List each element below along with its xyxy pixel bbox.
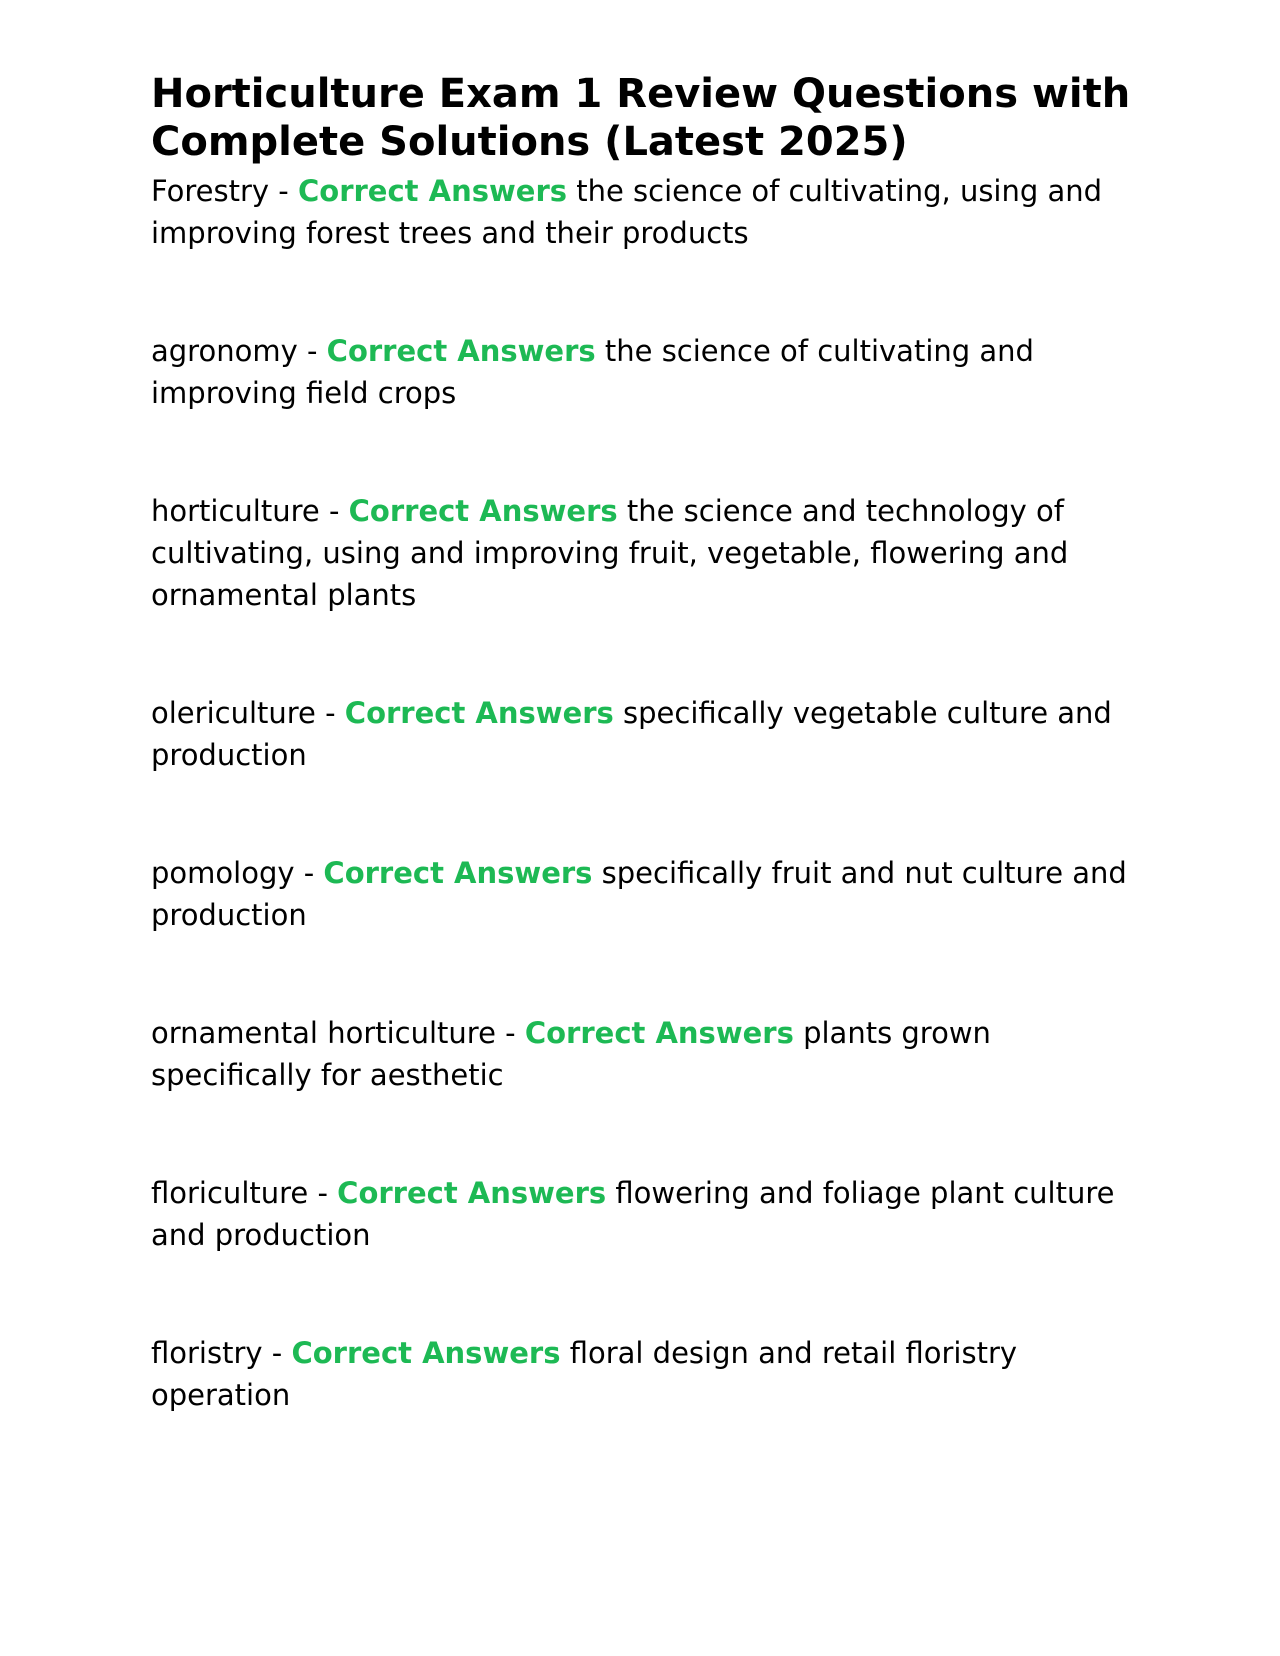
term: ornamental horticulture [151,1016,496,1050]
definition: specifically vegetable culture and production [151,696,1112,772]
qa-entry-horticulture [151,490,1141,616]
term: horticulture [151,494,320,528]
answer-label: Correct Answers [298,174,568,208]
term: pomology [151,856,295,890]
separator: - [315,696,345,730]
term: olericulture [151,696,316,730]
answer-label: Correct Answers [348,494,618,528]
answer-label: Correct Answers [344,696,614,730]
answer-label: Correct Answers [326,334,596,368]
definition: floral design and retail floristry operation [151,1336,1018,1412]
separator: - [319,494,349,528]
separator: - [495,1016,525,1050]
qa-entry-pomology [151,852,1141,936]
definition: the science and technology of cultivating, using and improving fruit, vegetable, flowering and ornamental plants [151,494,1069,612]
qa-entry-floristry [151,1332,1141,1416]
separator: - [308,1176,338,1210]
qa-entry-forestry [151,170,1141,254]
document-page [151,70,1141,1416]
term: floristry [151,1336,263,1370]
definition: flowering and foliage plant culture and production [151,1176,1115,1252]
answer-label: Correct Answers [323,856,593,890]
definition: plants grown specifically for aesthetic [151,1016,991,1092]
term: Forestry [151,174,270,208]
qa-entry-floriculture [151,1172,1141,1256]
definition: the science of cultivating and improving field crops [151,334,1034,410]
answer-label: Correct Answers [291,1336,561,1370]
qa-entry-agronomy [151,330,1141,414]
term: agronomy [151,334,298,368]
separator: - [294,856,324,890]
separator: - [297,334,327,368]
separator: - [262,1336,292,1370]
qa-entry-olericulture [151,692,1141,776]
answer-label: Correct Answers [524,1016,794,1050]
separator: - [269,174,298,208]
document-title: Horticulture Exam 1 Review Questions with Complete Solutions (Latest 2025) [151,71,1131,165]
definition: the science of cultivating, using and improving forest trees and their products [151,174,1103,250]
qa-entry-ornamental-horticulture [151,1012,1141,1096]
answer-label: Correct Answers [337,1176,607,1210]
term: floriculture [151,1176,309,1210]
definition: specifically fruit and nut culture and production [151,856,1127,932]
